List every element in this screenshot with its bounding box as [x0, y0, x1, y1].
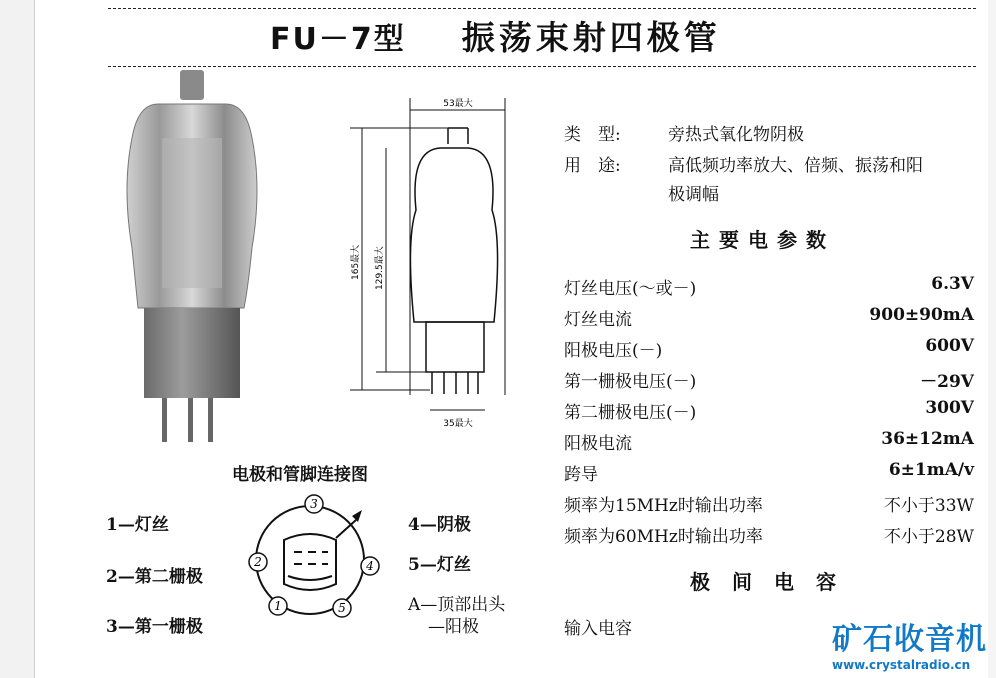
param-value: 6±1mA/v: [888, 460, 974, 480]
param-value: 不小于28W: [883, 527, 974, 547]
left-margin: [0, 0, 35, 678]
param-value: 600V: [925, 336, 974, 356]
pin-2-label: 2—第二栅极: [106, 567, 203, 587]
pin-5-number: 5: [338, 601, 346, 615]
param-value: 6.3V: [931, 274, 974, 294]
watermark-title: 矿石收音机: [832, 622, 987, 657]
top-cap: [180, 70, 204, 100]
tube-name: 振荡束射四极管: [461, 18, 721, 57]
type-value: 旁热式氧化物阴极: [668, 125, 804, 145]
dim-total-label: 165最大: [351, 244, 361, 280]
base-outline: [426, 322, 484, 372]
top-cap-arrow: [352, 510, 362, 522]
pin-4-number: 4: [366, 559, 374, 573]
tube-photo: [108, 68, 273, 446]
dim-body-label: 129.5最大: [375, 246, 385, 290]
pin-1-number: 1: [274, 599, 282, 613]
electrode-symbol: [284, 534, 336, 590]
watermark-url: www.crystalradio.cn: [832, 658, 971, 672]
param-value: 不小于33W: [883, 496, 974, 516]
pin: [208, 398, 213, 442]
param-label: 阳极电压(－): [564, 341, 663, 361]
params-heading: 主要电参数: [690, 228, 835, 252]
electrode-assembly: [162, 138, 222, 288]
param-label: 频率为15MHz时输出功率: [564, 496, 763, 516]
right-margin: [988, 0, 996, 678]
param-label: 频率为60MHz时输出功率: [564, 527, 763, 547]
pinout-diagram: [238, 490, 388, 620]
input-capacitance-label: 输入电容: [564, 619, 632, 639]
pin-1-label: 1—灯丝: [106, 515, 169, 535]
pinout-title: 电极和管脚连接图: [232, 465, 368, 485]
param-label: 灯丝电压(～或－): [564, 279, 697, 299]
top-rule: [108, 8, 976, 9]
pin-a-label-line2: —阳极: [428, 617, 479, 637]
use-value-line2: 极调幅: [668, 185, 719, 205]
capacitance-heading: 极间电容: [690, 570, 858, 594]
envelope-outline: [410, 148, 497, 322]
param-value: －29V: [920, 372, 974, 392]
pin-4-label: 4—阴极: [408, 515, 471, 535]
page-title: [270, 12, 721, 59]
param-label: 第二栅极电压(－): [564, 403, 697, 423]
use-label: 用 途:: [564, 156, 621, 176]
param-value: 900±90mA: [869, 305, 974, 325]
type-label: 类 型:: [564, 125, 621, 145]
param-label: 阳极电流: [564, 434, 632, 454]
param-label: 跨导: [564, 465, 598, 485]
pin-a-label-line1: A—顶部出头: [408, 595, 506, 615]
param-label: 灯丝电流: [564, 310, 632, 330]
title-rule: [108, 66, 976, 67]
pin-3-number: 3: [310, 497, 318, 511]
param-value: 36±12mA: [881, 429, 974, 449]
tube-model: FU－7型: [270, 22, 406, 57]
cathode-symbol: [288, 576, 332, 580]
dim-top-label: 53最大: [443, 99, 473, 109]
tube-base: [144, 308, 240, 398]
pin: [188, 398, 193, 442]
socket-circle: [256, 506, 364, 614]
watermark: [832, 614, 988, 678]
outline-drawing: [340, 90, 520, 440]
pin-outline: [432, 372, 478, 394]
pin: [162, 398, 167, 442]
param-value: 300V: [925, 398, 974, 418]
cap-outline: [448, 128, 468, 144]
pin-5-label: 5—灯丝: [408, 555, 471, 575]
dim-bottom-label: 35最大: [443, 419, 473, 429]
use-value-line1: 高低频功率放大、倍频、振荡和阳: [668, 156, 923, 176]
pin-2-number: 2: [254, 555, 262, 569]
pin-3-label: 3—第一栅极: [106, 617, 203, 637]
param-label: 第一栅极电压(－): [564, 372, 697, 392]
